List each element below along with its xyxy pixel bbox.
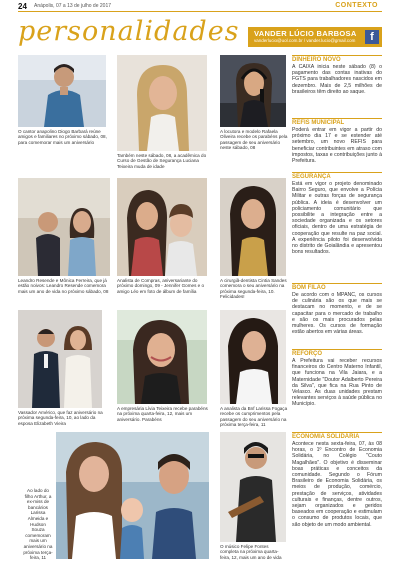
news-body: A CAIXA inicia neste sábado (8) o pagamento das contas inativas do FGTS para trabalhadores nascidos em dezembro. Mais de 2,5 milhões de brasileiros têm direito ao saque. [292, 64, 382, 95]
news-title: BOM FILÃO [292, 283, 382, 292]
photo-couple-wedding [18, 310, 102, 408]
page-number: 24 [18, 2, 27, 11]
photo-dentist [220, 178, 286, 276]
edition-date: Anápolis, 07 a 13 de julho de 2017 [34, 3, 112, 9]
news-item-2 [292, 118, 382, 164]
columnist-email: vanderlucio@uol.com.br / vander.lucio@gmail.com [254, 38, 356, 43]
news-title: REFIS MUNICIPAL [292, 118, 382, 127]
caption-4: Leandro Resende e Mônica Ferreira, que já estão noivos: Leandro Resende comemora mais um ano de vida no próximo sábado, 08 [18, 278, 109, 294]
facebook-icon[interactable]: f [365, 30, 379, 44]
news-item-4 [292, 283, 382, 335]
columnist-banner [248, 27, 382, 47]
photo-singer [18, 55, 106, 127]
news-item-5 [292, 349, 382, 408]
caption-2: Também neste sábado, 08, a acadêmica do Curso de Gestão de Segurança Luciana Teixeira muda de idade [117, 153, 207, 169]
caption-5: Analista de Compras, aniversariante do próximo domingo, 09 - Jennifer Gomes e o amigo Léo em foto de álbum de família [117, 278, 205, 294]
caption-1: O cantor anapolino Diogo Barbará reúne amigos e familiares no próximo sábado, 08, para comemorar mais um aniversário [18, 129, 107, 145]
columnist-name: VANDER LÚCIO BARBOSA [254, 29, 357, 38]
news-title: ECONOMIA SOLIDÁRIA [292, 432, 382, 441]
news-item-6 [292, 432, 382, 528]
header-rule [18, 11, 382, 12]
photo-businesswoman [117, 310, 207, 404]
caption-3: A locutora e modelo Rafaela Oliveira recebe os parabéns pela passagem de seu aniversário neste sábado, 08 [220, 129, 288, 151]
photo-couple-engaged [18, 178, 110, 276]
caption-6: A cirurgiã-dentista Cintia Sandes comemora o seu aniversário na próxima segunda-feira, 10. Felicidades! [220, 278, 287, 300]
column-title: personalidades [18, 16, 240, 47]
caption-9: A analista da Bnf Larissa Fogaça recebe os cumprimentos pela passagem do seu aniversário na próxima terça-feira, 11 [220, 406, 288, 428]
photo-musician [220, 432, 286, 542]
news-body: A Prefeitura vai receber recursos financeiros do Centro Materno Infantil, que funciona na Vila Jaiara, e a Maternidade "Doutor Adalberto Pereira da Silva", que fica na Rua Pinto de Velasco. As duas unidades prestam relevantes serviços à saúde pública no Município. [292, 358, 382, 408]
news-body: Está em vigor o projeto denominado Bairro Seguro, que envolve a Polícia Militar e outras forças de segurança pública. A ideia é desenvolver um policiamento comunitário que possibilite a integração entre a sociedade organizada e os setores oficiais, dentro de uma estratégia de cooperação que resulte na paz social. A experiência piloto foi desenvolvida no distrito de Goialândia e apresentou bons resultados. [292, 181, 382, 256]
photo-radio-host [220, 55, 286, 127]
photo-family-with-baby [56, 432, 209, 559]
news-title: SEGURANÇA [292, 172, 382, 181]
news-item-3 [292, 172, 382, 255]
news-body: Acontece nesta sexta-feira, 07, às 08 horas, o 1º Encontro de Economia Solidária, no Colégio "Couto Magalhães". O objetivo é disseminar boas práticas e conceitos da comunidade. Segundo o Fórum Brasileiro de Economia Solidária, os meios de produção, comércio, prestação de serviços, atividades culturais e finanças, dentre outros, sejam organizados e geridos baseados em cooperação e estimulam o consumo de produtos locais, que são objeto de um modo ambiental. [292, 441, 382, 528]
photo-analyst [220, 310, 286, 404]
news-body: Poderá entrar em vigor a partir do próximo dia 17 e se estender até setembro, um novo REFIS para beneficiar contribuintes em atraso com impostos, taxas e contribuições junto à Prefeitura. [292, 127, 382, 165]
news-title: DINHEIRO NOVO [292, 55, 382, 64]
section-label: CONTEXTO [335, 2, 378, 9]
caption-8: A empresária Lívia Teixeira recebe parabéns na próxima quarta-feira, 12, mais um aniversário. Parabéns [117, 406, 208, 422]
news-body: De acordo com o MPANC, os cursos de culinária são os que mais se destacam no momento, e de se capacitar para o mercado de trabalho e são os mais procurados pelas mulheres. Os cursos de formação estão abertos em várias áreas. [292, 292, 382, 336]
caption-10: O músico Felipe Fontes completa na próxima quarta-feira, 12, mais um ano de vida [220, 544, 282, 560]
photo-woman-blonde [117, 55, 207, 151]
photo-family-album [117, 178, 207, 276]
news-item-1 [292, 55, 382, 95]
caption-11: Ao lado do filho Arthur, a ex-miss de bancários Larissa Almeida e Hudson Souza comemoram mais um aniversário na próxima terça-feira, 11 [23, 488, 53, 561]
news-title: REFORÇO [292, 349, 382, 358]
page-header [0, 0, 400, 12]
caption-7: Vassador Américo, que faz aniversário na próxima segunda-feira, 10, ao lado da esposa Elizabeth Vieira [18, 410, 103, 426]
